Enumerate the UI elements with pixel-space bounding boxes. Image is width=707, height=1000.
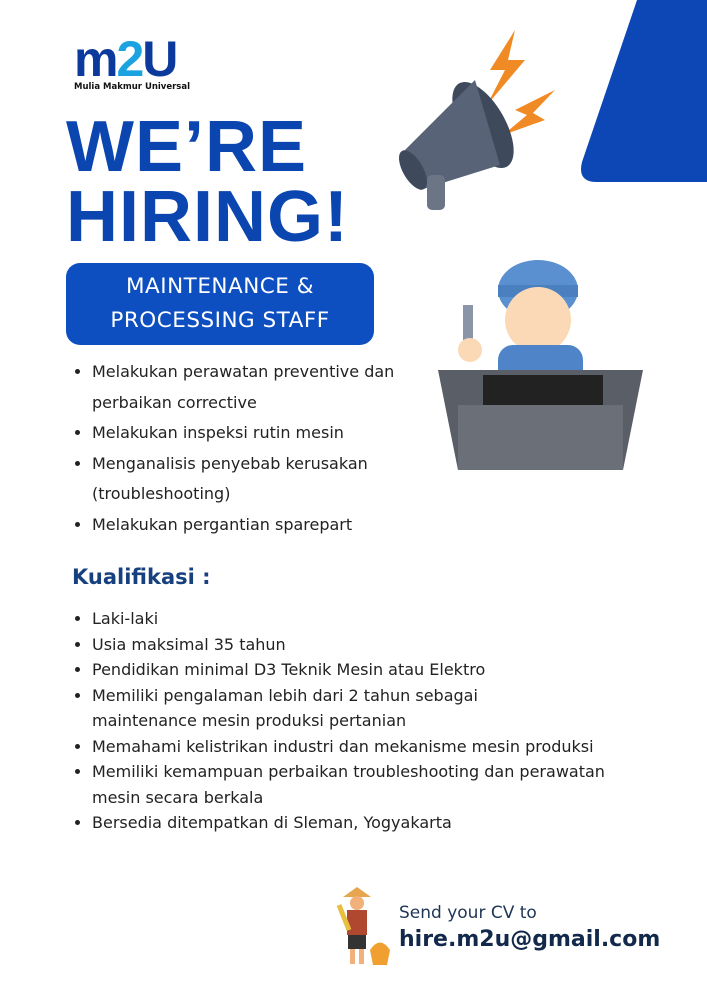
contact-label: Send your CV to [399, 903, 537, 923]
qualification-item: • Memiliki pengalaman lebih dari 2 tahun sebagai maintenance mesin produksi pertanian [92, 683, 562, 734]
qualification-item: • Memahami kelistrikan industri dan mekanisme mesin produksi [92, 734, 612, 760]
task-item: • Melakukan perawatan preventive dan perbaikan corrective [92, 357, 432, 418]
task-list [72, 357, 432, 540]
qualification-item: • Memiliki kemampuan perbaikan troubleshooting dan perawatan mesin secara berkala [92, 759, 612, 810]
farmer-illustration [335, 885, 395, 970]
qualification-item: • Pendidikan minimal D3 Teknik Mesin atau Elektro [92, 657, 652, 683]
qualifications-list [72, 606, 652, 836]
task-item: • Melakukan inspeksi rutin mesin [92, 418, 432, 449]
qualification-item: • Bersedia ditempatkan di Sleman, Yogyakarta [92, 810, 652, 836]
task-item: • Melakukan pergantian sparepart [92, 510, 432, 541]
mechanic-illustration [438, 255, 643, 473]
task-item: • Menganalisis penyebab kerusakan (troubleshooting) [92, 449, 432, 510]
contact-email[interactable]: hire.m2u@gmail.com [399, 927, 661, 952]
qualifications-heading: Kualifikasi : [72, 565, 211, 589]
position-badge: MAINTENANCE & PROCESSING STAFF [66, 263, 374, 345]
qualification-item: • Laki-laki [92, 606, 652, 632]
company-logo: m2U Mulia Makmur Universal [74, 36, 194, 92]
megaphone-icon [395, 25, 560, 215]
page-title: WE’RE HIRING! [66, 107, 349, 257]
logo-tagline: Mulia Makmur Universal [74, 82, 191, 92]
corner-decoration [577, 0, 707, 182]
qualification-item: • Usia maksimal 35 tahun [92, 632, 652, 658]
